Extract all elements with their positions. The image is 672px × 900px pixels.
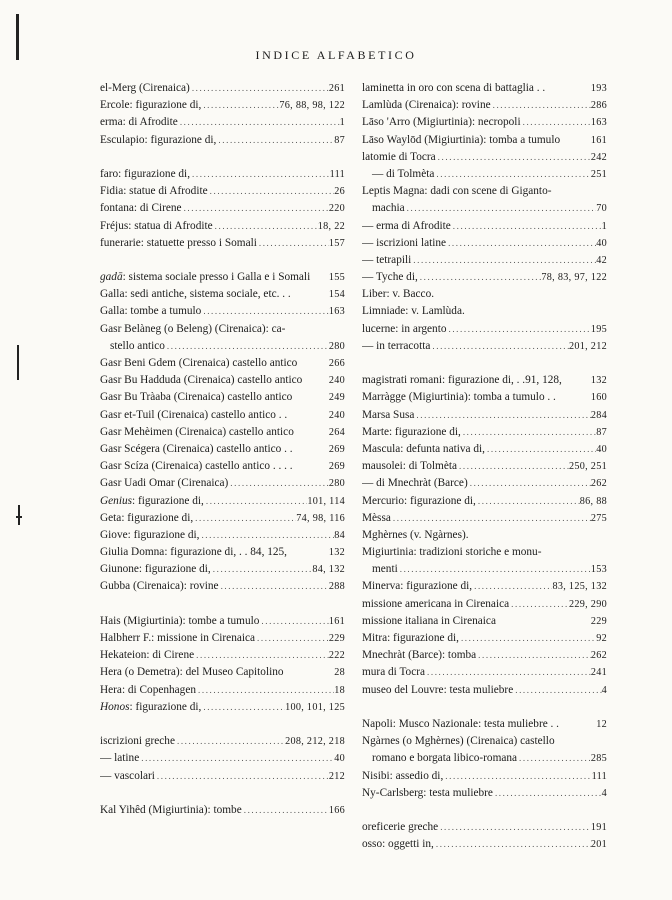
entry-pages: 163: [328, 306, 345, 318]
index-column-right: [362, 80, 607, 853]
entry-term: Marte: figurazione di,: [362, 425, 461, 438]
entry-term: Giulia Domna: figurazione di, . . 84, 125,: [100, 546, 287, 559]
entry-term: Gasr Scégera (Cirenaica) castello antico . .: [100, 442, 293, 455]
entry-term: Mitra: figurazione di,: [362, 632, 459, 644]
dot-leader: [485, 441, 596, 458]
index-entry: [362, 269, 607, 286]
entry-pages: 241: [590, 667, 607, 679]
entry-term: faro: figurazione di,: [100, 167, 191, 180]
dot-leader: [255, 630, 329, 647]
index-entry: [100, 510, 345, 527]
entry-pages: 84, 132: [312, 564, 345, 576]
dot-leader: [190, 166, 330, 183]
index-entry: [100, 664, 345, 681]
entry-term: Mghèrnes (v. Ngàrnes).: [362, 528, 469, 541]
entry-term: Galla: sedi antiche, sistema sociale, etc. . .: [100, 288, 291, 301]
entry-pages: 1: [601, 220, 607, 232]
entry-term: Gasr Belàneg (o Beleng) (Cirenaica): ca-: [100, 322, 286, 335]
dot-leader: [216, 132, 334, 149]
dot-leader: [190, 80, 329, 97]
entry-pages: 161: [590, 134, 607, 146]
entry-term: funerarie: statuette presso i Somali: [100, 236, 257, 249]
entry-pages: 111: [329, 168, 345, 180]
entry-term: Hera (o Demetra): del Museo Capitolino: [100, 666, 284, 679]
entry-term: — tetrapili: [362, 253, 412, 266]
index-entry: [100, 286, 345, 303]
index-entry: [362, 97, 607, 114]
index-entry: [362, 183, 607, 200]
index-entry: [100, 682, 345, 699]
index-entry: [100, 269, 345, 286]
index-entry: [100, 699, 345, 716]
dot-leader: [472, 578, 552, 595]
page-title: INDICE ALFABETICO: [255, 48, 417, 62]
entry-term: Geta: figurazione di,: [100, 511, 194, 524]
index-entry: [100, 166, 345, 183]
entry-term: Kal Yihêd (Migiurtinia): tombe: [100, 803, 242, 816]
index-entry: [100, 321, 345, 338]
dot-leader: [391, 510, 591, 527]
entry-pages: 240: [328, 409, 345, 421]
entry-term: Gasr Bu Hadduda (Cirenaica) castello antico: [100, 374, 303, 387]
entry-term: Mercurio: figurazione di,: [362, 494, 476, 507]
entry-pages: 40: [596, 443, 607, 455]
dot-leader: [175, 733, 285, 750]
entry-term: Hekateion: di Cirene: [100, 649, 195, 662]
index-entry: [362, 475, 607, 492]
dot-leader: [438, 819, 591, 836]
index-entry: [362, 80, 607, 97]
index-entry: [100, 527, 345, 544]
entry-pages: 161: [328, 615, 345, 627]
entry-term: Marràgge (Migiurtinia): tomba a tumulo . .: [362, 391, 556, 404]
index-entry: [100, 338, 345, 355]
entry-pages: 101, 114: [307, 495, 345, 507]
entry-pages: 84: [334, 529, 345, 541]
index-entry: [362, 166, 607, 183]
scan-edge-mark: [16, 516, 22, 518]
entry-pages: 28: [334, 667, 345, 679]
dot-leader: [208, 183, 335, 200]
entry-pages: 86, 88: [579, 495, 607, 507]
entry-term-italic: Honos: [100, 700, 130, 713]
dot-leader: [201, 303, 328, 320]
scan-edge-mark: [18, 505, 20, 525]
entry-pages: 286: [590, 100, 607, 112]
entry-pages: 42: [596, 254, 607, 266]
entry-term: Giunone: figurazione di,: [100, 563, 211, 576]
entry-term: Giove: figurazione di,: [100, 528, 200, 541]
entry-term: — erma di Afrodite: [362, 219, 451, 232]
index-entry: [362, 286, 607, 303]
index-entry: [100, 303, 345, 320]
entry-term: Galla: tombe a tumulo: [100, 305, 202, 318]
index-entry: [362, 252, 607, 269]
index-entry: [100, 183, 345, 200]
entry-term: mura di Tocra: [362, 666, 425, 679]
dot-leader: [196, 682, 334, 699]
entry-pages: 269: [328, 461, 345, 473]
dot-leader: [242, 802, 329, 819]
dot-leader: [201, 97, 279, 114]
entry-pages: 249: [328, 392, 345, 404]
entry-term: Lamlùda (Cirenaica): rovine: [362, 99, 491, 112]
entry-pages: 100, 101, 125: [285, 701, 345, 713]
entry-term: Hais (Migiurtinia): tombe a tumulo: [100, 614, 260, 627]
dot-leader: [201, 699, 285, 716]
index-entry: [362, 785, 607, 802]
index-entry: [100, 80, 345, 97]
entry-term: iscrizioni greche: [100, 735, 175, 748]
dot-leader: [155, 768, 329, 785]
index-entry: [100, 613, 345, 630]
entry-pages: 201, 212: [568, 340, 607, 352]
entry-term: Nisibi: assedio di,: [362, 769, 444, 782]
entry-term: Esculapio: figurazione di,: [100, 133, 217, 146]
entry-pages: 1: [339, 117, 345, 129]
index-entry: [362, 510, 607, 527]
entry-term: Marsa Susa: [362, 408, 415, 421]
entry-pages: 229: [590, 615, 607, 627]
entry-term: Gasr Bu Tràaba (Cirenaica) castello antico: [100, 391, 293, 404]
index-entry: [362, 149, 607, 166]
dot-leader: [446, 235, 596, 252]
index-entry: [362, 768, 607, 785]
entry-pages: 195: [590, 323, 607, 335]
dot-leader: [434, 166, 590, 183]
entry-pages: 40: [334, 753, 345, 765]
entry-term: Lāso Waylōd (Migiurtinia): tomba a tumulo: [362, 133, 561, 146]
dot-leader: [517, 750, 591, 767]
index-entry: [100, 407, 345, 424]
entry-pages: 4: [601, 684, 607, 696]
entry-term: missione italiana in Cirenaica: [362, 614, 496, 627]
entry-pages: 266: [328, 358, 345, 369]
index-entry: [100, 235, 345, 252]
entry-term: Migiurtinia: tradizioni storiche e monu-: [362, 546, 542, 559]
entry-pages: 132: [328, 547, 345, 559]
entry-term: Gubba (Cirenaica): rovine: [100, 580, 219, 593]
entry-term: — Tyche di,: [362, 271, 418, 284]
dot-leader: [418, 269, 542, 286]
entry-pages: 275: [590, 512, 607, 524]
entry-term-italic: gadā: [100, 271, 123, 284]
entry-pages: 155: [328, 272, 345, 284]
dot-leader: [259, 613, 328, 630]
index-entry: [362, 372, 607, 389]
entry-pages: 154: [328, 289, 345, 301]
entry-term: Liber: v. Bacco.: [362, 288, 435, 301]
entry-term: Limniade: v. Lamlùda.: [362, 305, 465, 318]
index-entry: [362, 613, 607, 630]
entry-pages: 111: [591, 770, 607, 782]
index-entry: [362, 630, 607, 647]
entry-term: Lāso 'Arro (Migiurtinia): necropoli: [362, 116, 521, 129]
index-entry: [362, 303, 607, 320]
entry-pages: 229: [328, 633, 345, 644]
entry-pages: 285: [590, 753, 607, 765]
index-entry: [100, 630, 345, 647]
index-entry: [100, 768, 345, 785]
dot-leader: [443, 768, 591, 785]
index-entry: [362, 682, 607, 699]
dot-leader: [436, 149, 591, 166]
entry-pages: 18: [334, 684, 345, 696]
entry-pages: 160: [590, 392, 607, 404]
entry-pages: 76, 88, 98, 122: [279, 100, 345, 112]
entry-term: erma: di Afrodite: [100, 116, 178, 129]
entry-pages: 166: [328, 804, 345, 816]
entry-term: Mascula: defunta nativa di,: [362, 442, 485, 455]
entry-pages: 191: [590, 822, 607, 834]
entry-term: museo del Louvre: testa muliebre: [362, 683, 514, 696]
entry-term: Fidia: statue di Afrodite: [100, 185, 208, 198]
index-entry: [362, 424, 607, 441]
entry-pages: 193: [590, 83, 607, 94]
entry-term: fontana: di Cirene: [100, 202, 182, 215]
entry-pages: 264: [328, 426, 345, 438]
dot-leader: [405, 200, 597, 217]
entry-pages: 78, 83, 97, 122: [541, 272, 607, 284]
entry-pages: 280: [328, 478, 345, 490]
dot-leader: [451, 218, 602, 235]
index-entry: [362, 664, 607, 681]
entry-term: missione americana in Cirenaica: [362, 597, 510, 610]
index-entry: [362, 441, 607, 458]
entry-term: — iscrizioni latine: [362, 236, 447, 249]
index-entry: [100, 355, 345, 372]
entry-term: romano e borgata libico-romana: [372, 752, 518, 765]
index-entry: [362, 578, 607, 595]
dot-leader: [204, 493, 307, 510]
entry-term: Ercole: figurazione di,: [100, 99, 202, 112]
entry-term: Napoli: Musco Nazionale: testa muliebre . .: [362, 717, 560, 730]
index-entry: [100, 114, 345, 131]
dot-leader: [411, 252, 596, 269]
entry-term: Mèssa: [362, 511, 391, 524]
dot-leader: [434, 836, 591, 853]
entry-term: Ngàrnes (o Mghèrnes) (Cirenaica) castello: [362, 735, 555, 748]
dot-leader: [414, 407, 590, 424]
entry-pages: 4: [601, 787, 607, 799]
index-entry: [362, 733, 607, 750]
index-entry: [362, 200, 607, 217]
dot-leader: [459, 630, 596, 647]
entry-pages: 280: [328, 340, 345, 352]
entry-term: stello antico: [110, 339, 165, 352]
dot-leader: [165, 338, 329, 355]
dot-leader: [182, 200, 329, 217]
entry-pages: 262: [590, 650, 607, 662]
entry-pages: 153: [590, 564, 607, 576]
entry-term: : figurazione di,: [132, 494, 204, 507]
dot-leader: [513, 682, 601, 699]
index-entry: [100, 475, 345, 492]
dot-leader: [461, 424, 596, 441]
index-entry: [100, 578, 345, 595]
entry-term: oreficerie greche: [362, 821, 439, 834]
index-entry: [100, 389, 345, 406]
index-entry: [362, 389, 607, 406]
index-entry: [100, 561, 345, 578]
index-entry: [362, 338, 607, 355]
entry-pages: 201: [590, 839, 607, 851]
dot-leader: [398, 561, 591, 578]
index-entry: [100, 200, 345, 217]
index-entry: [362, 750, 607, 767]
entry-term: Gasr et-Tuil (Cirenaica) castello antico . .: [100, 408, 288, 421]
entry-term: machia: [372, 202, 405, 215]
dot-leader: [521, 114, 591, 131]
entry-pages: 74, 98, 116: [296, 512, 345, 524]
entry-term: — vascolari: [100, 769, 155, 782]
dot-leader: [457, 458, 569, 475]
entry-term: Gasr Beni Gdem (Cirenaica) castello antico: [100, 357, 298, 369]
index-entry: [362, 596, 607, 613]
index-entry: [362, 716, 607, 733]
entry-term: osso: oggetti in,: [362, 838, 434, 851]
entry-pages: 26: [334, 186, 345, 198]
dot-leader: [476, 493, 580, 510]
dot-leader: [446, 321, 590, 338]
dot-leader: [211, 561, 313, 578]
entry-term: Ny-Carlsberg: testa muliebre: [362, 786, 493, 799]
entry-pages: 220: [328, 203, 345, 215]
entry-term: Gasr Mehèimen (Cirenaica) castello antico: [100, 425, 294, 438]
entry-term: Gasr Scíza (Cirenaica) castello antico . . . .: [100, 460, 293, 473]
index-entry: [100, 733, 345, 750]
entry-term: : sistema sociale presso i Galla e i Somali: [122, 271, 311, 284]
entry-pages: 229, 290: [568, 598, 607, 610]
dot-leader: [199, 527, 334, 544]
entry-pages: 262: [590, 478, 607, 490]
scan-edge-mark: [17, 345, 19, 380]
entry-pages: 250, 251: [568, 461, 607, 473]
entry-pages: 269: [328, 443, 345, 455]
index-entry: [100, 372, 345, 389]
dot-leader: [193, 510, 296, 527]
entry-pages: 284: [590, 409, 607, 421]
index-entry: [100, 132, 345, 149]
dot-leader: [491, 97, 591, 114]
index-entry: [100, 424, 345, 441]
index-entry: [362, 544, 607, 561]
entry-term: el-Merg (Cirenaica): [100, 82, 190, 94]
index-entry: [362, 132, 607, 149]
entry-term: Halbherr F.: missione in Cirenaica: [100, 632, 256, 644]
dot-leader: [178, 114, 340, 131]
entry-pages: 251: [590, 168, 607, 180]
index-entry: [362, 647, 607, 664]
entry-term: lucerne: in argento: [362, 322, 447, 335]
index-entry: [362, 407, 607, 424]
index-entry: [100, 647, 345, 664]
entry-pages: 87: [596, 426, 607, 438]
entry-term: Hera: di Copenhagen: [100, 683, 196, 696]
entry-pages: 261: [328, 83, 345, 94]
index-entry: [100, 97, 345, 114]
entry-term: Mnechràt (Barce): tomba: [362, 649, 477, 662]
entry-pages: 18, 22: [317, 220, 345, 232]
entry-term: Minerva: figurazione di,: [362, 580, 473, 593]
entry-term: magistrati romani: figurazione di, . .91, 128,: [362, 374, 562, 387]
index-entry: [100, 802, 345, 819]
dot-leader: [468, 475, 591, 492]
index-column-left: [100, 80, 345, 819]
index-entry: [362, 321, 607, 338]
entry-term: : figurazione di,: [129, 700, 202, 713]
entry-pages: 92: [596, 633, 607, 644]
dot-leader: [425, 664, 591, 681]
entry-pages: 212: [328, 770, 345, 782]
entry-pages: 12: [596, 718, 607, 730]
entry-term: mausolei: di Tolmèta: [362, 460, 458, 473]
dot-leader: [213, 218, 318, 235]
index-entry: [362, 114, 607, 131]
index-entry: [362, 493, 607, 510]
index-entry: [362, 836, 607, 853]
dot-leader: [219, 578, 329, 595]
entry-term: Leptis Magna: dadi con scene di Giganto-: [362, 185, 552, 198]
index-entry: [362, 458, 607, 475]
entry-pages: 132: [590, 375, 607, 387]
entry-pages: 242: [590, 151, 607, 163]
entry-term: Gasr Uadi Omar (Cirenaica): [100, 477, 229, 490]
dot-leader: [430, 338, 569, 355]
dot-leader: [509, 596, 569, 613]
entry-term: — in terracotta: [362, 339, 431, 352]
entry-term: — latine: [100, 752, 140, 765]
entry-pages: 83, 125, 132: [552, 581, 607, 593]
entry-pages: 157: [328, 237, 345, 249]
entry-term: laminetta in oro con scena di battaglia . .: [362, 82, 546, 94]
entry-pages: 288: [328, 581, 345, 593]
index-entry: [362, 218, 607, 235]
dot-leader: [139, 750, 334, 767]
entry-pages: 163: [590, 117, 607, 129]
index-entry: [100, 544, 345, 561]
index-entry: [100, 750, 345, 767]
entry-pages: 87: [334, 134, 345, 146]
entry-term: menti: [372, 563, 398, 576]
entry-term: — di Mnechràt (Barce): [362, 477, 468, 490]
index-entry: [362, 561, 607, 578]
entry-term-italic: Genius: [100, 494, 133, 507]
entry-pages: 222: [328, 650, 345, 662]
entry-pages: 40: [596, 237, 607, 249]
index-entry: [100, 218, 345, 235]
index-entry: [362, 819, 607, 836]
entry-term: — di Tolmèta: [372, 167, 435, 180]
dot-leader: [257, 235, 329, 252]
dot-leader: [228, 475, 329, 492]
index-entry: [362, 235, 607, 252]
index-entry: [100, 493, 345, 510]
dot-leader: [493, 785, 602, 802]
dot-leader: [194, 647, 329, 664]
index-entry: [362, 527, 607, 544]
index-entry: [100, 458, 345, 475]
index-entry: [100, 441, 345, 458]
entry-pages: 208, 212, 218: [285, 736, 345, 748]
entry-term: Fréjus: statua di Afrodite: [100, 219, 213, 232]
entry-pages: 70: [596, 203, 607, 215]
entry-term: latomie di Tocra: [362, 150, 436, 163]
dot-leader: [476, 647, 591, 664]
entry-pages: 240: [328, 375, 345, 387]
